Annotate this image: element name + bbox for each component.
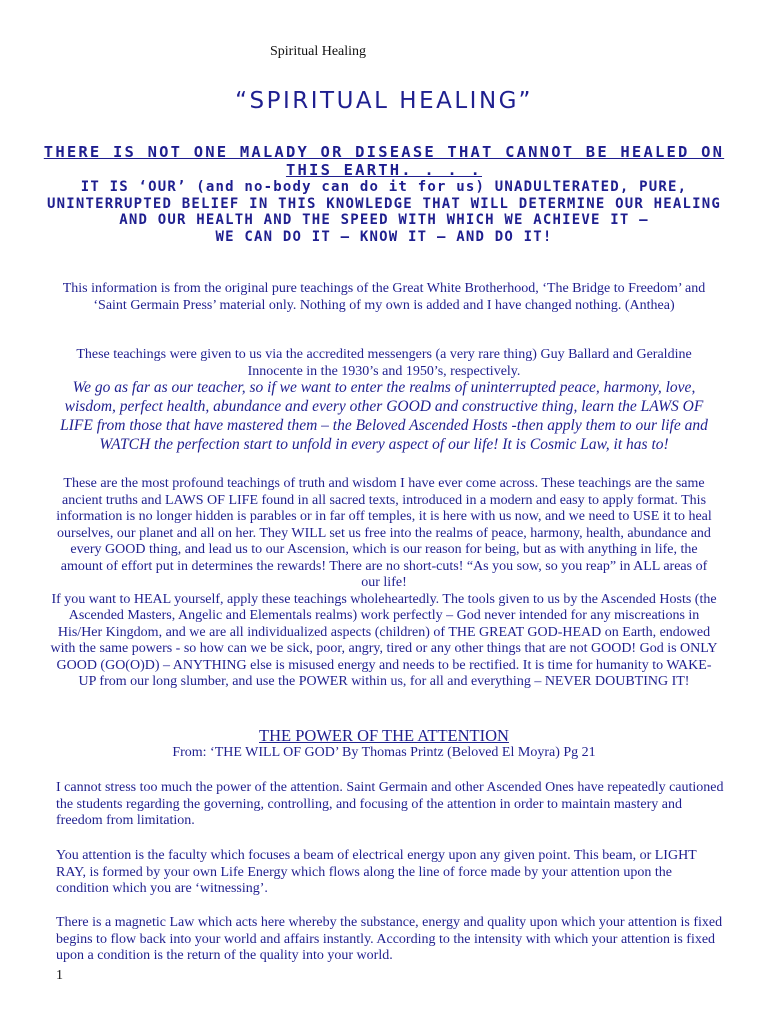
section-title: THE POWER OF THE ATTENTION [259, 726, 509, 745]
intro-block [40, 144, 728, 245]
paragraph-profound: These are the most profound teachings of truth and wisdom I have ever come across. These teachings are the same ancient truths and LAWS OF LIFE found in all sacred texts, introduced in a modern and easy to apply format. This information is no longer hidden is parables or in far off temples, it is here with us now, and we need to USE it to heal ourselves, our planet and all on her. They WILL set us free into the realms of peace, harmony, health, abundance and every GOOD thing, and lead us to our Ascension, which is our reason for being, but as with anything in life, the amount of effort put in determines the rewards! There are no short-cuts! “As you sow, so you reap” in ALL areas of our life! [56, 476, 712, 590]
paragraph-messengers: These teachings were given to us via the accredited messengers (a very rare thing) Guy Ballard and Geraldine Innocente in the 1930’s and 1950’s, respectively. [76, 347, 692, 379]
paragraph-profound-block [50, 476, 718, 691]
intro-line-2: IT IS ‘OUR’ (and no-body can do it for us) UNADULTERATED, PURE, UNINTERRUPTED BELIEF IN THIS KNOWLEDGE THAT WILL DETERMINE OUR HEALING AND OUR HEALTH AND THE SPEED WITH WHICH WE ACHIEVE IT – [46, 179, 721, 228]
body-paragraph-1: I cannot stress too much the power of the attention. Saint Germain and other Ascended Ones have repeatedly cautioned the students regarding the governing, controlling, and focusing of the attention in order to maintain mastery and freedom from limitation. [56, 780, 724, 828]
page-number: 1 [56, 968, 63, 983]
body-paragraph-3: There is a magnetic Law which acts here whereby the substance, energy and quality upon which your attention is fixed begins to flow back into your world and affairs instantly. According to the intensity with which your attention is fixed upon a condition is the return of the quality into your world. [56, 915, 723, 963]
paragraph-source-info: This information is from the original pure teachings of the Great White Brotherhood, ‘The Bridge to Freedom’ and ‘Saint Germain Press’ material only. Nothing of my own is added and I have changed nothing. (Anthea) [62, 281, 706, 313]
running-header: Spiritual Healing [270, 44, 367, 59]
section-source: From: ‘THE WILL OF GOD’ By Thomas Printz (Beloved El Moyra) Pg 21 [172, 745, 596, 760]
intro-line-3: WE CAN DO IT – KNOW IT – AND DO IT! [215, 228, 553, 245]
paragraph-italic-teacher: We go as far as our teacher, so if we want to enter the realms of uninterrupted peace, harmony, love, wisdom, perfect health, abundance and every other GOOD and constructive thing, learn the LAWS OF LIFE from those that have mastered them – the Beloved Ascended Hosts -then apply them to our life and WATCH the perfection start to unfold in every aspect of our life! It is Cosmic Law, it has to! [60, 379, 708, 453]
paragraph-heal: If you want to HEAL yourself, apply these teachings wholeheartedly. The tools given to us by the Ascended Hosts (the Ascended Masters, Angelic and Elementals realms) work perfectly – God never intended for any miscreations in His/Her Kingdom, and we are all individualized aspects (children) of THE GREAT GOD-HEAD on Earth, endowed with the same powers - so how can we be sick, poor, angry, tired or any other things that are not GOOD! God is ONLY GOOD (GO(O)D) – ANYTHING else is misused energy and needs to be rectified. It is time for humanity to WAKE-UP from our long slumber, and use the POWER within us, for all and everything – NEVER DOUBTING IT! [50, 591, 718, 689]
body-paragraph-2: You attention is the faculty which focuses a beam of electrical energy upon any given point. This beam, or LIGHT RAY, is formed by your own Life Energy which flows along the line of force made by your attention upon the condition which you are ‘witnessing’. [56, 848, 697, 896]
intro-line-1: THERE IS NOT ONE MALADY OR DISEASE THAT CANNOT BE HEALED ON THIS EARTH. . . . [43, 143, 725, 179]
page-title: “SPIRITUAL HEALING” [235, 88, 533, 114]
